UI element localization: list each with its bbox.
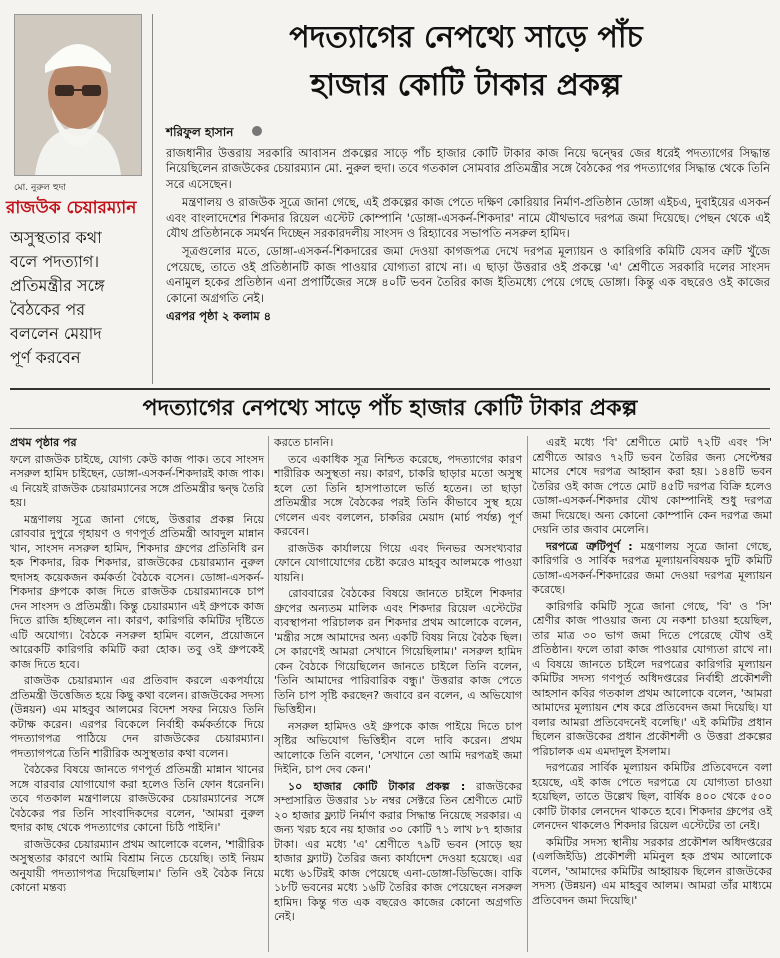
subheading: দরপত্রে ত্রুটিপূর্ণ : — [546, 539, 633, 553]
section-rule — [10, 388, 770, 390]
body-text: রাজউকের সম্প্রসারিত উত্তরার ১৮ নম্বর সেক্টরে তিন শ্রেণীতে মোট ২০ হাজার ফ্ল্যাট নির্মাণ করার সিদ্ধান্ত নিয়েছে সরকার। এ জন্য খরচ হবে নয় হাজার ৩০ কোটি ৭১ লাখ ৮৭ হাজার টাকা। এর মধ্যে 'এ' শ্রেণীতে ৭৯টি ভবন (সাড়ে ছয় হাজার ফ্ল্যাট) তৈরির জন্য কার্যাদেশ দেওয়া হয়েছে। এর মধ্যে ৬১টিরই কাজ পেয়েছে এনা-ডোঙ্গা-ডিভিজে। বাকি ১৮টি ভবনের মধ্যে ১৬টি তৈরির কাজ পেয়েছেন নসরুল হামিদ। কিন্তু গত এক বছরেও কাজের কোনো অগ্রগতি নেই। — [274, 779, 522, 923]
column-divider — [527, 436, 528, 952]
inner-headline: পদত্যাগের নেপথ্যে সাড়ে পাঁচ হাজার কোটি টাকার প্রকল্প — [142, 396, 638, 421]
headline-line-2: হাজার কোটি টাকার প্রকল্প — [310, 68, 622, 103]
body-paragraph — [274, 780, 522, 925]
sidebar-title: রাজউক চেয়ারম্যান — [6, 198, 137, 218]
body-paragraph: মন্ত্রণালয় সূত্রে জানা গেছে, উত্তরার প্রকল্প নিয়ে রোববার দুপুরে গৃহায়ণ ও গণপূর্ত প্রতিমন্ত্রী আবদুল মান্নান খান, সাংসদ নসরুল হামিদ, শিকদার গ্রুপের প্রতিনিধি রন হক শিকদার, রিক শিকদার, রাজউকের চেয়ারম্যান নুরুল হুদাসহ কয়েকজন কর্মকর্তা বৈঠকে বসেন। ডোঙ্গা-এসকর্ন-শিকদার গ্রুপকে কাজ দিতে রাজউক চেয়ারম্যানকে চাপ দেন সাংসদ ও প্রতিমন্ত্রী। কিন্তু চেয়ারম্যান এই গ্রুপকে কাজ দিতে রাজি হচ্ছিলেন না। কারণ, কারিগরি কমিটির দৃষ্টিতে এটি অযোগ্য। বৈঠকে নসরুল হামিদ বলেন, প্রয়োজনে আরেকটি কারিগরি কমিটি করা হোক। তবু ওই গ্রুপকেই কাজ দিতে হবে। — [10, 512, 264, 671]
sidebar-line: বললেন মেয়াদ — [10, 324, 102, 343]
continued-label: প্রথম পৃষ্ঠার পর — [10, 436, 77, 449]
byline: শরিফুল হাসান — [166, 125, 234, 139]
byline-bullet-icon — [252, 126, 262, 136]
body-paragraph: নসরুল হামিদও ওই গ্রুপকে কাজ পাইয়ে দিতে চাপ সৃষ্টির অভিযোগ ভিত্তিহীন বলে দাবি করেন। প্রথম আলোকে তিনি বলেন, 'সেখানে তো আমি দরপত্রই জমা দিইনি, চাপ দেব কেন।' — [274, 719, 522, 776]
body-paragraph: করতে চাননি। — [274, 436, 334, 449]
photo-caption: মো. নুরুল হুদা — [14, 183, 66, 193]
jump-line: এরপর পৃষ্ঠা ২ কলাম ৪ — [166, 309, 272, 324]
sidebar-line: বলে পদত্যাগ। — [10, 252, 100, 271]
section-rule — [10, 428, 770, 429]
sidebar-line: বৈঠকের পর — [10, 300, 86, 319]
body-paragraph — [532, 540, 772, 598]
lead-article — [166, 146, 770, 324]
article-column-3 — [532, 436, 772, 910]
body-paragraph: তবে একাধিক সূত্র নিশ্চিত করেছে, পদত্যাগের কারণ শারীরিক অসুস্থতা নয়। কারণ, চাকরি ছাড়ার মতো অসুস্থ হলে তো তিনি হাসপাতালে ভর্তি হতেন। তা ছাড়া প্রতিমন্ত্রীর সঙ্গে বৈঠকের পরই তিনি কীভাবে সুস্থ হয়ে গেলেন এবং বললেন, চাকরির মেয়াদ (মার্চ পর্যন্ত) পূর্ণ করবেন। — [274, 452, 522, 538]
body-paragraph: রোববারের বৈঠকের বিষয়ে জানতে চাইলে শিকদার গ্রুপের অন্যতম মালিক এবং শিকদার রিয়েল এস্টেটের ব্যবস্থাপনা পরিচালক রন শিকদার প্রথম আলোকে বলেন, 'মন্ত্রীর সঙ্গে আমাদের অন্য একটি বিষয় নিয়ে বৈঠক ছিল। সে কারণেই আমরা সেখানে গিয়েছিলাম।' নসরুল হামিদ কেন বৈঠকে গিয়েছিলেন জানতে চাইলে তিনি বলেন, 'তিনি আমাদের পারিবারিক বন্ধু।' উত্তরার কাজ পেতে তিনি চাপ সৃষ্টি করছেন? জবাবে রন বলেন, এ অভিযোগ ভিত্তিহীন। — [274, 587, 522, 716]
lead-paragraph: মন্ত্রণালয় ও রাজউক সূত্রে জানা গেছে, এই প্রকল্পের কাজ পেতে দক্ষিণ কোরিয়ার নির্মাণ-প্রতিষ্ঠান ডোঙ্গা এইচএ, দুবাইয়ের এসকর্ন এবং বাংলাদেশের শিকদার রিয়েল এস্টেট কোম্পানি 'ডোঙ্গা-এসকর্ন-শিকদার' নামে যৌথভাবে দরপত্র জমা দিয়েছে। পেছন থেকে এই যৌথ প্রতিষ্ঠানকে সমর্থন দিচ্ছেন সরকারদলীয় সাংসদ ও রিহ্যাবের সভাপতি নসরুল হামিদ। — [166, 195, 770, 241]
headline-line-1: পদত্যাগের নেপথ্যে সাড়ে পাঁচ — [289, 20, 643, 55]
body-paragraph: এরই মধ্যে 'বি' শ্রেণীতে মোট ৭২টি এবং 'সি' শ্রেণীতে আরও ৭২টি ভবন তৈরির জন্য সেপ্টেম্বর মাসের শেষে দরপত্র আহ্বান করা হয়। ১৪৪টি ভবন তৈরির ওই কাজ পেতে মোট ৪৫টি দরপত্র বিক্রি হলেও ডোঙ্গা-এসকর্ন-শিকদার যৌথ কোম্পানিই শুধু দরপত্র জমা দিয়েছে। অন্য কোনো কোম্পানি কেন দরপত্র জমা দেয়নি তার জবাব মেলেনি। — [532, 436, 772, 536]
body-text: মন্ত্রণালয় সূত্রে জানা গেছে, কারিগরি ও সার্বিক দরপত্র মূল্যায়নবিষয়ক দুটি কমিটি ডোঙ্গা-এসকর্ন-শিকদারের জমা দেওয়া দরপত্র মূল্যায়ন করেছে। — [532, 539, 772, 596]
subheading: ১০ হাজার কোটি টাকার প্রকল্প : — [288, 779, 466, 793]
body-paragraph: বৈঠকের বিষয়ে জানতে গণপূর্ত প্রতিমন্ত্রী মান্নান খানের সঙ্গে বারবার যোগাযোগ করা হলেও তিনি ফোন ধরেননি। তবে গতকাল মন্ত্রণালয়ে রাজউকের চেয়ারম্যানের সঙ্গে বৈঠকের পর তিনি সাংবাদিকদের বলেন, 'আমরা নুরুল হুদার কাছ থেকে পদত্যাগের কোনো চিঠি পাইনি।' — [10, 763, 264, 834]
sidebar-line: প্রতিমন্ত্রীর সঙ্গে — [10, 276, 105, 295]
body-paragraph: ফলে রাজউক চাইছে, যোগ্য কেউ কাজ পাক। তবে সাংসদ নসরুল হামিদ চাইছেন, ডোঙ্গা-এসকর্ন-শিকদারই কাজ পাক। এ নিয়েই রাজউক চেয়ারম্যানের সঙ্গে প্রতিমন্ত্রীর দ্বন্দ্ব তৈরি হয়। — [10, 452, 264, 509]
body-paragraph: রাজউকের চেয়ারম্যান প্রথম আলোকে বলেন, 'শারীরিক অসুস্থতার কারণে আমি বিশ্রাম নিতে চেয়েছি। তাই নিয়ম অনুযায়ী পদত্যাগপত্র দিয়েছিলাম।' তিনি ওই বৈঠক নিয়ে কোনো মন্তব্য — [10, 837, 264, 894]
body-paragraph: কমিটির সদস্য স্থানীয় সরকার প্রকৌশল অধিদপ্তরের (এলজিইডি) প্রকৌশলী মমিনুল হক প্রথম আলোকে বলেন, 'আমাদের কমিটির আহ্বায়ক ছিলেন রাজউকের সদস্য (উন্নয়ন) এম মাহবুব আলম। আমরা তাঁর মাধ্যমে প্রতিবেদন জমা দিয়েছি।' — [532, 835, 772, 907]
sidebar-line: অসুস্থতার কথা — [10, 228, 102, 247]
body-paragraph: রাজউক চেয়ারম্যান এর প্রতিবাদ করলে একপর্যায়ে প্রতিমন্ত্রী উত্তেজিত হয়ে কিছু কথা বলেন। রাজউকের সদস্য (উন্নয়ন) এম মাহবুব আলমের বিদেশ সফর নিয়েও তিনি কটাক্ষ করেন। এরপর বিকেলে নির্বাহী কর্মকর্তাকে দিয়ে পদত্যাগপত্র পাঠিয়ে দেন রাজউকের চেয়ারম্যান। পদত্যাগপত্রে তিনি শারীরিক অসুস্থতার কথা বলেন। — [10, 674, 264, 760]
portrait-photo — [14, 14, 142, 176]
article-column-2 — [274, 436, 522, 927]
sidebar-summary — [10, 226, 156, 370]
body-paragraph: রাজউক কার্যালয়ে গিয়ে এবং দিনভর অসংখ্যবার ফোনে যোগাযোগের চেষ্টা করেও মাহবুব আলমকে পাওয়া যায়নি। — [274, 541, 522, 584]
lead-paragraph: রাজধানীর উত্তরায় সরকারি আবাসন প্রকল্পের সাড়ে পাঁচ হাজার কোটি টাকার কাজ নিয়ে দ্বন্দ্বের জের ধরেই পদত্যাগের সিদ্ধান্ত নিয়েছিলেন রাজউকের চেয়ারম্যান মো. নুরুল হুদা। তবে গতকাল সোমবার প্রতিমন্ত্রীর সঙ্গে বৈঠকের পর পদত্যাগের সিদ্ধান্ত থেকে তিনি সরে এসেছেন। — [166, 146, 770, 191]
portrait-illustration — [15, 15, 141, 175]
article-column-1 — [10, 436, 264, 898]
body-paragraph: দরপত্রের সার্বিক মূল্যায়ন কমিটির প্রতিবেদনে বলা হয়েছে, এই কাজ পেতে দরপত্রে যে যোগ্যতা চাওয়া হয়েছিল, তাতে উল্লেখ ছিল, বার্ষিক ৪০০ থেকে ৫০০ কোটি টাকার লেনদেন থাকতে হবে। শিকদার গ্রুপের ওই লেনদেন থাকলেও শিকদার রিয়েল এস্টেটের তা নেই। — [532, 761, 772, 832]
column-divider — [268, 436, 269, 952]
sidebar-line: পূর্ণ করবেন — [10, 348, 81, 367]
lead-paragraph: সূত্রগুলোর মতে, ডোঙ্গা-এসকর্ন-শিকদারের জমা দেওয়া কাগজপত্র দেখে দরপত্র মূল্যায়ন ও কারিগরি কমিটি যেসব ত্রুটি খুঁজে পেয়েছে, তাতে ওই প্রতিষ্ঠানটি কাজ পাওয়ার যোগ্যতা রাখে না। এ ছাড়া উত্তরার ওই প্রকল্পে 'এ' শ্রেণীতে সরকারি দলের সাংসদ এনামুল হকের প্রতিষ্ঠান এনা প্রপার্টিজের সঙ্গে ৪০টি ভবন তৈরির কাজ ইতিমধ্যে পেয়ে গেছে ডোঙ্গা। কিন্তু এক বছরেও ওই কাজের কোনো অগ্রগতি নেই। — [166, 244, 770, 305]
main-headline — [162, 14, 770, 110]
column-divider — [152, 14, 153, 384]
body-paragraph: কারিগরি কমিটি সূত্রে জানা গেছে, 'বি' ও 'সি' শ্রেণীর কাজ পাওয়ার জন্য যে নকশা চাওয়া হয়েছিল, তার মাত্র ৩০ ভাগ জমা দিতে পেরেছে যৌথ ওই প্রতিষ্ঠান। ফলে তারা কাজ পাওয়ার যোগ্যতা রাখে না। এ বিষয়ে জানতে চাইলে দরপত্রের কারিগরি মূল্যায়ন কমিটির সদস্য গণপূর্ত অধিদপ্তরের নির্বাহী প্রকৌশলী আহসান কবির গতকাল প্রথম আলোকে বলেন, 'আমরা আমাদের মূল্যায়ন শেষ করে প্রতিবেদন জমা দিয়েছি। যা বলার আমরা প্রতিবেদনেই বলেছি।' এই কমিটির প্রধান ছিলেন রাজউকের প্রধান প্রকৌশলী ও উত্তরা প্রকল্পের পরিচালক এম এমদাদুল ইসলাম। — [532, 599, 772, 758]
